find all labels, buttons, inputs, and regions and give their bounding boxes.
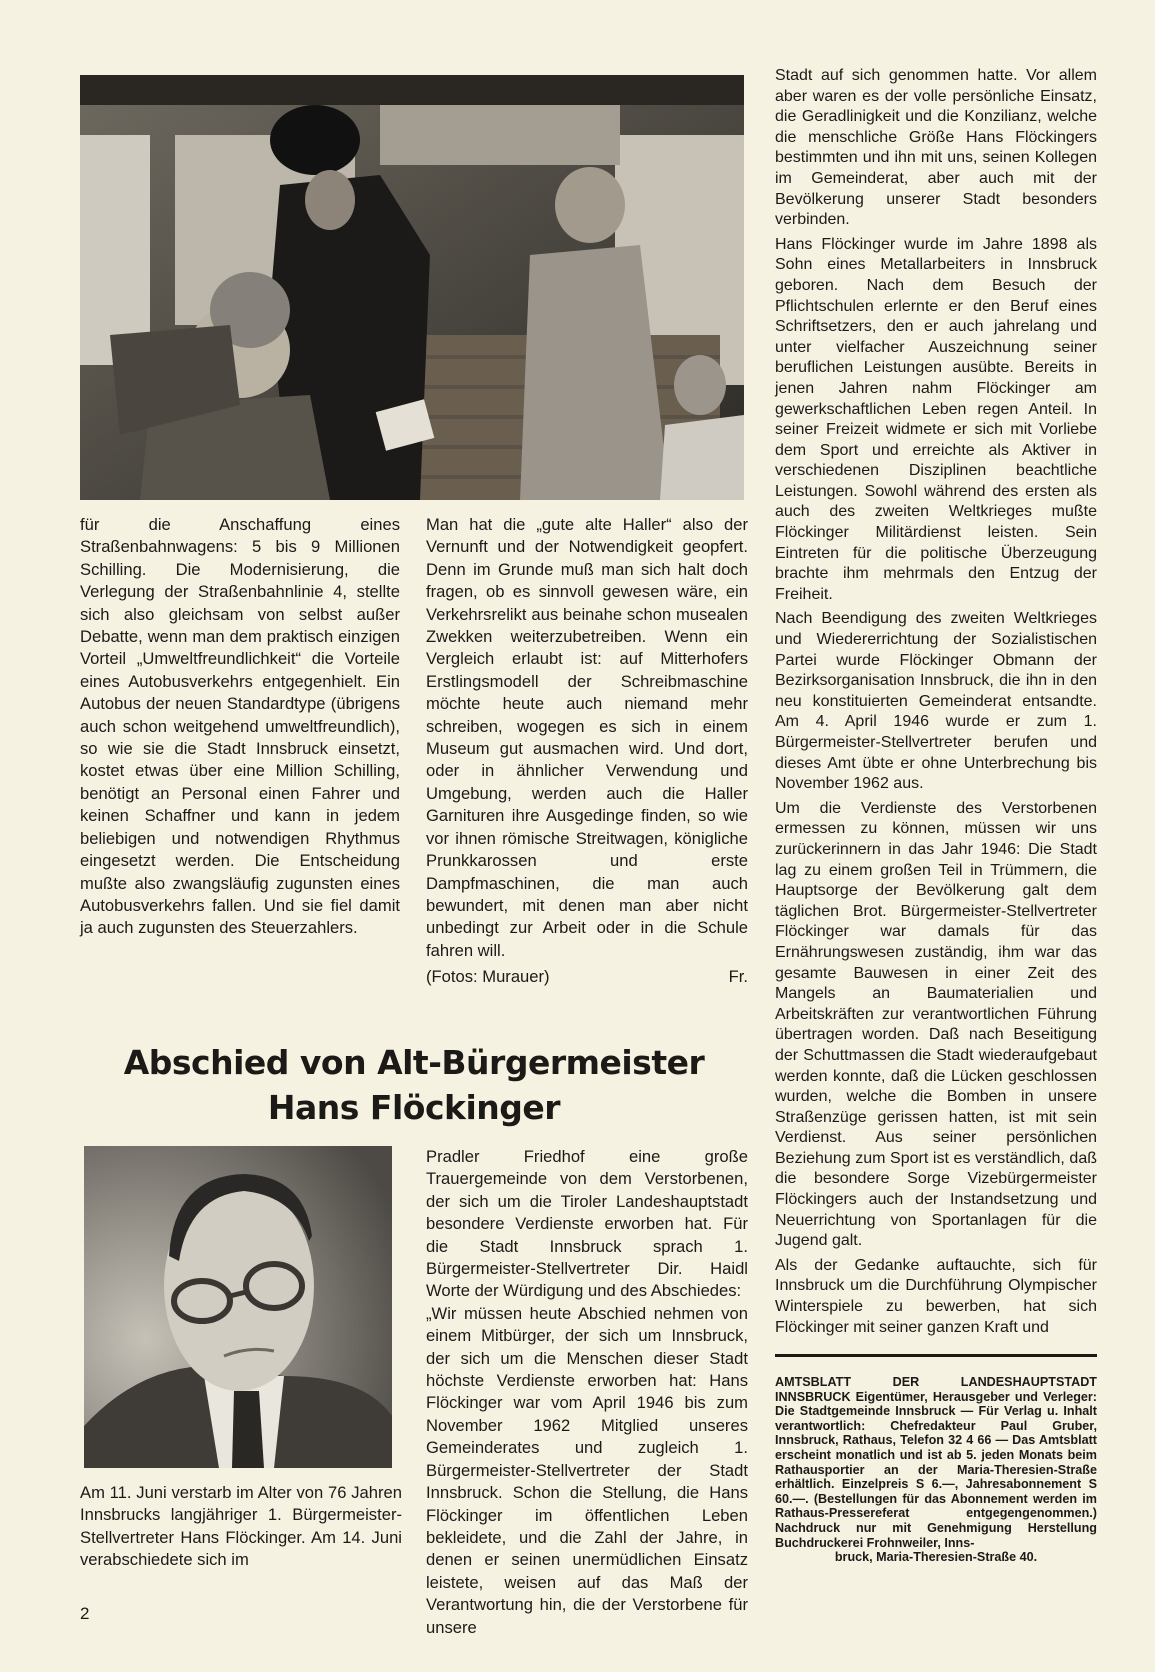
credit-line — [426, 966, 748, 988]
obituary-intro — [80, 1482, 402, 1572]
obituary-headline — [80, 1040, 748, 1130]
obituary-paragraph: Nach Beendigung des zweiten Weltkrieges und Wiedererrichtung der Sozialistischen Partei wurde Flöckinger Obmann der Bezirksorganisation Innsbruck, die ihn in den neu konstituierten Gemeinderat entsandte. Am 4. April 1946 wurde er zum 1. Bürgermeister-Stellvertreter berufen und dieses Amt übte er ohne Unterbrechung bis November 1962 aus. — [775, 610, 1097, 793]
tram-article-column-2 — [426, 514, 748, 989]
obituary-paragraph: Als der Gedanke auftauchte, sich für Innsbruck um die Durchführung Olympischer Winterspiele zu bewerben, hat sich Flöckinger mit seiner ganzen Kraft und — [775, 1256, 1097, 1336]
obituary-column-3 — [775, 66, 1097, 1338]
photo-credit: (Fotos: Murauer) — [426, 967, 550, 987]
obituary-paragraph: Hans Flöckinger wurde im Jahre 1898 als Sohn eines Metallarbeiters in Innsbruck geboren. Nach dem Besuch der Pflichtschulen erlernte er den Beruf eines Schriftsetzers, den er auch jahrelang und unter vielfacher Auszeichnung seiner beruflichen Leistungen ausübte. Bereits in jenen Jahren nahm Flöckinger am gewerkschaftlichen Leben regen Anteil. In seiner Freizeit widmete er sich mit Vorliebe dem Sport und erreichte als Aktiver in verschiedenen Disziplinen beachtliche Leistungen. Sowohl während des ersten als auch des zweiten Weltkrieges mußte Flöckinger Militärdienst leisten. Sein Eintreten für die politische Überzeugung brachte ihm mehrmals den Entzug der Freiheit. — [775, 235, 1097, 603]
article-paragraph: Man hat die „gute alte Haller“ also der Vernunft und der Notwendigkeit geopfert. Denn im Grunde muß man sich halt doch fragen, ob es sinnvoll gewesen wäre, ein Verkehrsrelikt aus beinahe schon musealen Zwekken weiterzubetreiben. Wenn ein Vergleich erlaubt ist: auf Mitterhofers Erstlingsmodell der Schreibmaschine möchte heute auch niemand mehr schreiben, wogegen es sich in einem Museum gut ausmachen wird. Und dort, oder in ähnlicher Verwendung und Umgebung, werden auch die Haller Garnituren ihre Ausgedinge finden, so wie vor ihnen römische Streitwagen, königliche Prunkkarossen und erste Dampfmaschinen, die man auch bewundert, mit denen man aber nicht unbedingt zur Arbeit oder in die Schule fahren will. — [426, 515, 748, 960]
obituary-paragraph: Stadt auf sich genommen hatte. Vor allem aber waren es der volle persönliche Einsatz, die Geradlinigkeit und die Konzilianz, welche die menschliche Größe Hans Flöckingers bestimmten und ihn mit uns, seinen Kollegen im Gemeinderat, aber auch mit der Bevölkerung unserer Stadt besonders verbinden. — [775, 67, 1097, 229]
tram-article-column-1 — [80, 514, 400, 940]
headline-line-1: Abschied von Alt-Bürgermeister — [123, 1043, 705, 1082]
page-number: 2 — [80, 1604, 90, 1623]
masthead-imprint — [775, 1375, 1097, 1565]
headline-line-2: Hans Flöckinger — [267, 1088, 561, 1127]
obituary-column-2 — [426, 1146, 748, 1639]
author-initials: Fr. — [728, 967, 748, 987]
article-paragraph: für die Anschaffung eines Straßenbahnwagens: 5 bis 9 Millionen Schilling. Die Modernisierung, die Verlegung der Straßenbahnlinie 4, stellte sich also gleichsam von selbst außer Debatte, wenn man dem praktisch einzigen Vorteil „Umweltfreundlichkeit“ die Vorteile eines Autobusverkehrs entgegenhielt. Ein Autobus der neuen Standardtype (übrigens auch schon weitgehend umweltfreundlich), so wie sie die Stadt Innsbruck einsetzt, kostet etwas über eine Million Schilling, benötigt an Personal einen Fahrer und keinen Schaffner und kann in jedem beliebigen und notwendigen Rhythmus eingesetzt werden. Die Entscheidung mußte also zwangsläufig zugunsten eines Autobusverkehrs fallen. Und sie fiel damit ja auch zugunsten des Steuerzahlers. — [80, 515, 400, 938]
obituary-paragraph: Um die Verdienste des Verstorbenen ermessen zu können, müssen wir uns zurückerinnern in das Jahr 1946: Die Stadt lag zu einem großen Teil in Trümmern, die Hauptsorge der Bevölkerung galt dem täglichen Brot. Bürgermeister-Stellvertreter Flöckinger war damals für das Ernährungswesen zuständig, ihm war das gesamte Bauwesen in einer Zeit des Mangels an Baumaterialien und Arbeitskräften zur verantwortlichen Führung übertragen worden. Daß nach Beseitigung der Schuttmassen die Stadt wiederaufgebaut werden konnte, daß die Lücken geschlossen wurden, welche die Bomben in unsere Straßenzüge gerissen hatten, ist mit sein Verdienst. Aus seiner persönlichen Beziehung zum Sport ist es verständlich, daß die besondere Sorge Vizebürgermeister Flöckingers auch der Instandsetzung und Neuerrichtung von Sportanlagen für die Jugend galt. — [775, 799, 1097, 1250]
masthead-divider — [775, 1354, 1097, 1357]
tram-photo-graphic — [80, 75, 744, 500]
intro-paragraph: Am 11. Juni verstarb im Alter von 76 Jahren Innsbrucks langjähriger 1. Bürgermeister-Stellvertreter Hans Flöckinger. Am 14. Juni verabschiedete sich im — [80, 1483, 402, 1570]
portrait-photo — [84, 1146, 392, 1468]
imprint-address: bruck, Maria-Theresien-Straße 40. — [834, 1550, 1038, 1565]
tram-photo — [80, 75, 744, 500]
portrait-graphic — [84, 1146, 392, 1468]
obituary-speech: „Wir müssen heute Abschied nehmen von einem Mitbürger, der sich um Innsbruck, der sich um die Menschen dieser Stadt höchste Verdienste erworben hat: Hans Flöckinger war vom April 1946 bis zum November 1962 Mitglied unseres Gemeinderates und zugleich 1. Bürgermeister-Stellvertreter der Stadt Innsbruck. Schon die Stellung, die Hans Flöckinger im öffentlichen Leben bekleidete, und die Zahl der Jahre, in denen er seinen unermüdlichen Einsatz leistete, weisen auf das Maß der Verantwortung hin, die der Verstorbene für unsere — [426, 1303, 748, 1637]
imprint-text: AMTSBLATT DER LANDESHAUPTSTADT INNSBRUCK Eigentümer, Herausgeber und Verleger: Die Stadtgemeinde Innsbruck — Für Verlag u. Inhalt verantwortlich: Chefredakteur Paul Gruber, Innsbruck, Rathaus, Telefon 32 4 66 — Das Amtsblatt erscheint monatlich und ist ab 5. jeden Monats beim Rathausportier an der Maria-Theresien-Straße erhältlich. Einzelpreis S 6.—, Jahresabonnement S 60.—. (Bestellungen für das Abonnement werden im Rathaus-Pressereferat entgegengenommen.) Nachdruck nur mit Genehmigung Herstellung Buchdruckerei Frohnweiler, Inns- — [775, 1375, 1097, 1550]
obituary-paragraph: Pradler Friedhof eine große Trauergemeinde von dem Verstorbenen, der sich um die Tiroler Landeshauptstadt besondere Verdienste erworben hat. Für die Stadt Innsbruck sprach 1. Bürgermeister-Stellvertreter Dir. Haidl Worte der Würdigung und des Abschiedes: — [426, 1147, 748, 1301]
